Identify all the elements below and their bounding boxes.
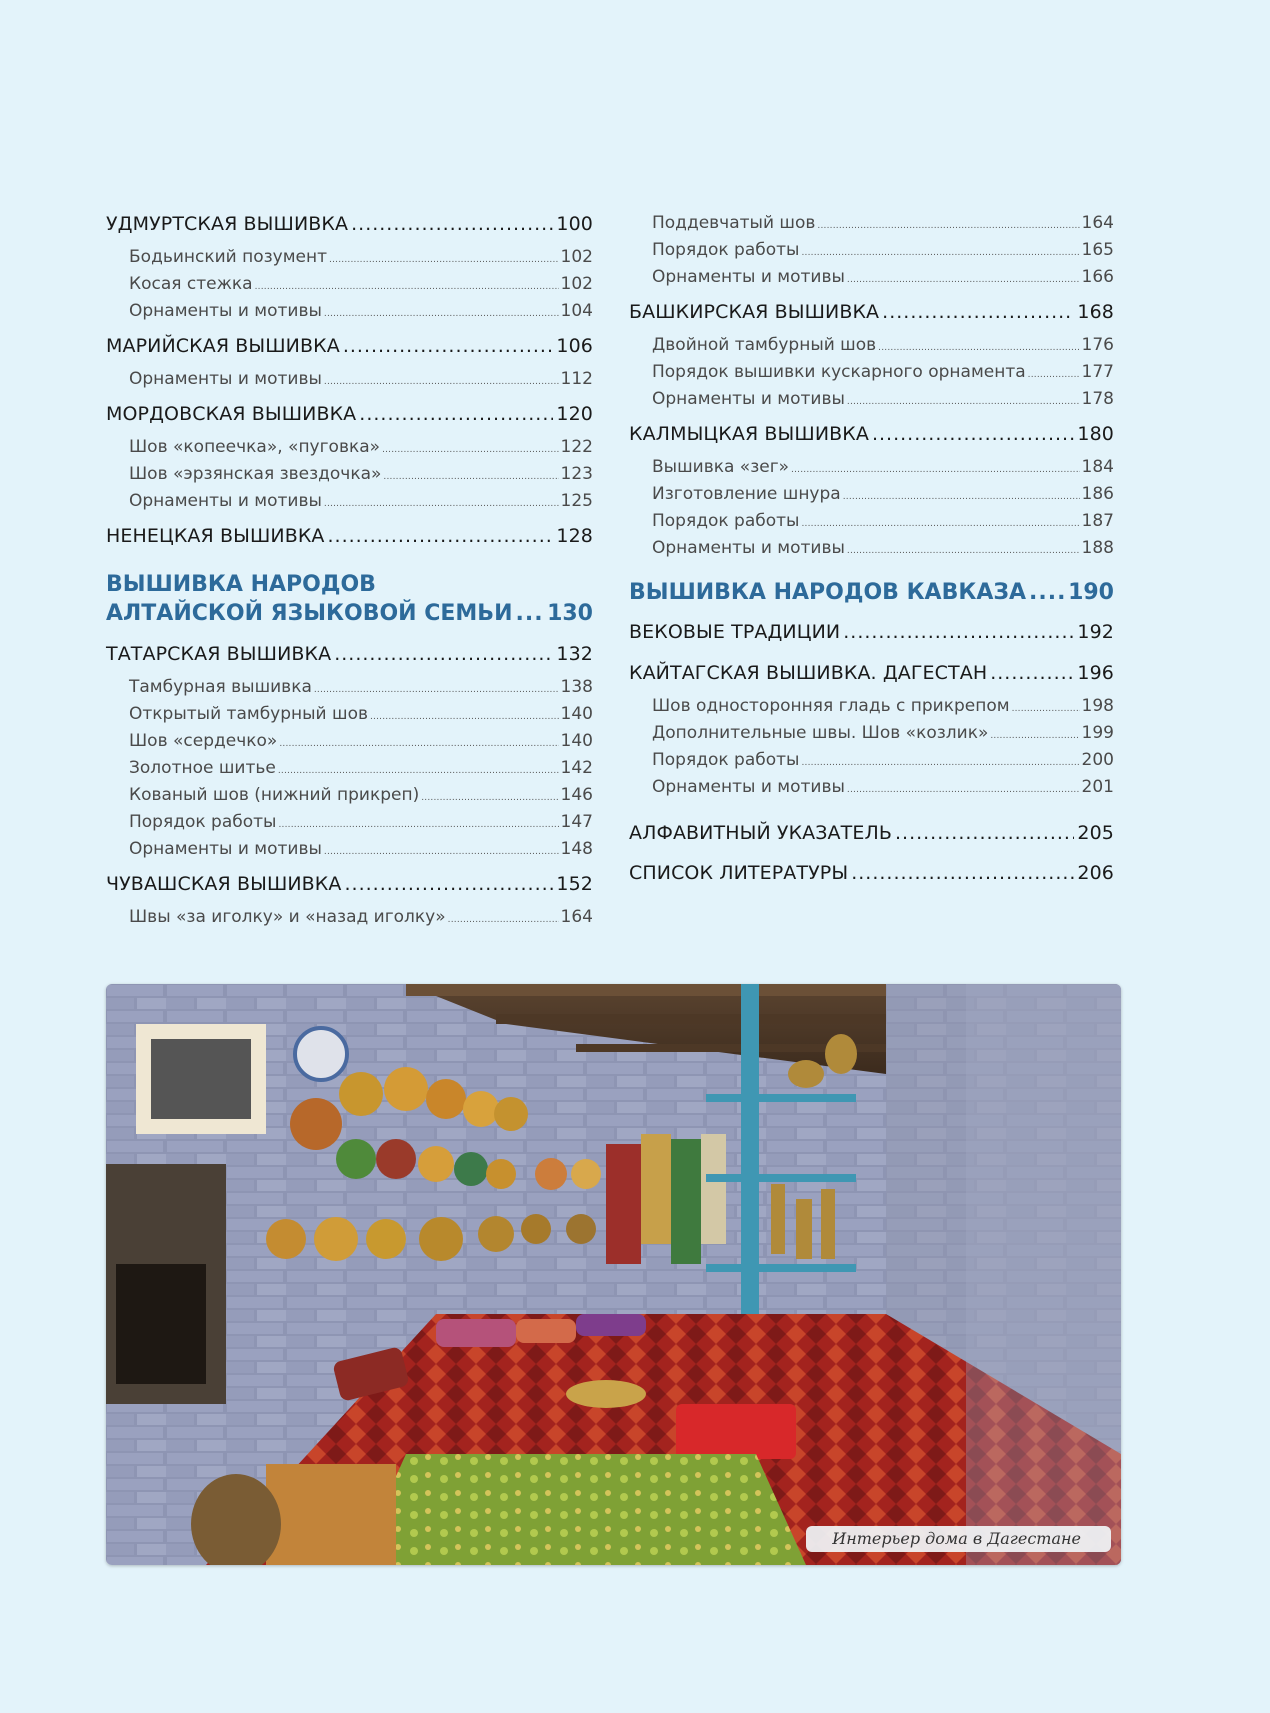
toc-subentry-title: Двойной тамбурный шов bbox=[652, 335, 877, 355]
toc-subentry[interactable] bbox=[106, 490, 593, 517]
toc-entry-page: 128 bbox=[556, 525, 593, 547]
toc-section-page: 190 bbox=[1068, 580, 1114, 605]
toc-subentry-title: Шов «копеечка», «пуговка» bbox=[129, 437, 381, 457]
toc-subentry[interactable] bbox=[106, 368, 593, 395]
toc-entry-page: 120 bbox=[556, 403, 593, 425]
toc-subentry-title: Порядок работы bbox=[652, 511, 800, 531]
toc-subentry-page: 165 bbox=[1081, 240, 1114, 260]
toc-entry-index[interactable] bbox=[629, 821, 1114, 855]
toc-subentry-title: Орнаменты и мотивы bbox=[652, 267, 845, 287]
toc-section-altai[interactable] bbox=[106, 570, 593, 628]
toc-entry-kaitag[interactable] bbox=[629, 661, 1114, 695]
toc-subentry-page: 188 bbox=[1081, 538, 1114, 558]
toc-subentry-title: Орнаменты и мотивы bbox=[129, 491, 322, 511]
toc-entry-page: 132 bbox=[556, 643, 593, 665]
toc-subentry-title: Вышивка «зег» bbox=[652, 457, 790, 477]
toc-subentry-page: 176 bbox=[1081, 335, 1114, 355]
toc-entry-page: 168 bbox=[1077, 301, 1114, 323]
toc-subentry[interactable] bbox=[106, 703, 593, 730]
toc-subentry-title: Шов односторонняя гладь с прикрепом bbox=[652, 696, 1010, 716]
toc-entry-title: КАЙТАГСКАЯ ВЫШИВКА. ДАГЕСТАН bbox=[629, 662, 988, 684]
toc-entry-title: АЛФАВИТНЫЙ УКАЗАТЕЛЬ bbox=[629, 822, 892, 844]
toc-subentry[interactable] bbox=[629, 334, 1114, 361]
interior-illustration bbox=[106, 984, 1121, 1565]
toc-subentry-title: Шов «эрзянская звездочка» bbox=[129, 464, 382, 484]
toc-subentry[interactable] bbox=[629, 695, 1114, 722]
toc-subentry-title: Порядок вышивки кускарного орнамента bbox=[652, 362, 1026, 382]
toc-subentry-page: 104 bbox=[560, 301, 593, 321]
toc-subentry-page: 198 bbox=[1081, 696, 1114, 716]
toc-subentry-page: 166 bbox=[1081, 267, 1114, 287]
toc-subentry-page: 122 bbox=[560, 437, 593, 457]
toc-subentry-page: 112 bbox=[560, 369, 593, 389]
toc-subentry[interactable] bbox=[106, 757, 593, 784]
toc-subentry-title: Швы «за иголку» и «назад иголку» bbox=[129, 907, 446, 927]
toc-subentry-page: 147 bbox=[560, 812, 593, 832]
toc-entry-mordovian[interactable] bbox=[106, 402, 593, 436]
toc-left-column bbox=[106, 212, 593, 933]
toc-subentry-page: 187 bbox=[1081, 511, 1114, 531]
toc-entry-title: МОРДОВСКАЯ ВЫШИВКА bbox=[106, 403, 357, 425]
toc-subentry-title: Порядок работы bbox=[652, 750, 800, 770]
toc-entry-traditions[interactable] bbox=[629, 620, 1114, 654]
toc-subentry-title: Орнаменты и мотивы bbox=[129, 301, 322, 321]
toc-subentry-page: 102 bbox=[560, 247, 593, 267]
toc-entry-title: МАРИЙСКАЯ ВЫШИВКА bbox=[106, 335, 340, 357]
toc-subentry-title: Орнаменты и мотивы bbox=[129, 839, 322, 859]
toc-subentry-page: 148 bbox=[560, 839, 593, 859]
toc-subentry-page: 142 bbox=[560, 758, 593, 778]
toc-subentry[interactable] bbox=[106, 300, 593, 327]
toc-entry-udmurt[interactable] bbox=[106, 212, 593, 246]
toc-subentry-page: 201 bbox=[1081, 777, 1114, 797]
toc-entry-title: ВЕКОВЫЕ ТРАДИЦИИ bbox=[629, 621, 841, 643]
toc-entry-title: ТАТАРСКАЯ ВЫШИВКА bbox=[106, 643, 332, 665]
toc-subentry-title: Поддевчатый шов bbox=[652, 213, 816, 233]
toc-subentry-title: Бодьинский позумент bbox=[129, 247, 328, 267]
toc-subentry[interactable] bbox=[629, 361, 1114, 388]
toc-subentry[interactable] bbox=[629, 239, 1114, 266]
toc-subentry-title: Тамбурная вышивка bbox=[129, 677, 312, 697]
toc-subentry-title: Порядок работы bbox=[652, 240, 800, 260]
toc-subentry-title: Шов «сердечко» bbox=[129, 731, 278, 751]
toc-subentry-title: Открытый тамбурный шов bbox=[129, 704, 368, 724]
toc-subentry[interactable] bbox=[106, 273, 593, 300]
toc-subentry-page: 178 bbox=[1081, 389, 1114, 409]
toc-entry-page: 180 bbox=[1077, 423, 1114, 445]
toc-entry-title: БАШКИРСКАЯ ВЫШИВКА bbox=[629, 301, 880, 323]
toc-subentry-title: Орнаменты и мотивы bbox=[652, 777, 845, 797]
toc-subentry-page: 123 bbox=[560, 464, 593, 484]
toc-subentry[interactable] bbox=[629, 483, 1114, 510]
toc-section-caucasus[interactable] bbox=[629, 578, 1114, 618]
toc-subentry-page: 186 bbox=[1081, 484, 1114, 504]
toc-entry-title: ЧУВАШСКАЯ ВЫШИВКА bbox=[106, 873, 342, 895]
toc-subentry-page: 200 bbox=[1081, 750, 1114, 770]
toc-subentry-title: Дополнительные швы. Шов «козлик» bbox=[652, 723, 989, 743]
interior-photo bbox=[106, 984, 1121, 1565]
toc-entry-page: 192 bbox=[1077, 621, 1114, 643]
toc-subentry-title: Орнаменты и мотивы bbox=[652, 538, 845, 558]
toc-subentry[interactable] bbox=[106, 838, 593, 865]
toc-entry-page: 196 bbox=[1077, 662, 1114, 684]
toc-entry-page: 206 bbox=[1077, 862, 1114, 884]
toc-subentry-title: Кованый шов (нижний прикреп) bbox=[129, 785, 420, 805]
toc-subentry-page: 164 bbox=[1081, 213, 1114, 233]
toc-subentry-title: Орнаменты и мотивы bbox=[652, 389, 845, 409]
toc-subentry-page: 138 bbox=[560, 677, 593, 697]
toc-entry-nenets[interactable] bbox=[106, 524, 593, 558]
toc-right-column bbox=[629, 212, 1114, 895]
toc-subentry[interactable] bbox=[629, 510, 1114, 537]
toc-subentry-page: 164 bbox=[560, 907, 593, 927]
toc-subentry[interactable] bbox=[629, 456, 1114, 483]
toc-entry-title: КАЛМЫЦКАЯ ВЫШИВКА bbox=[629, 423, 869, 445]
toc-entry-bashkir[interactable] bbox=[629, 300, 1114, 334]
toc-entry-page: 100 bbox=[556, 213, 593, 235]
toc-section-page: 130 bbox=[547, 601, 593, 626]
toc-entry-mari[interactable] bbox=[106, 334, 593, 368]
toc-section-title-line2: АЛТАЙСКОЙ ЯЗЫКОВОЙ СЕМЬИ bbox=[106, 601, 513, 626]
toc-subentry-page: 140 bbox=[560, 704, 593, 724]
toc-entry-title: УДМУРТСКАЯ ВЫШИВКА bbox=[106, 213, 349, 235]
toc-subentry[interactable] bbox=[106, 906, 593, 933]
toc-subentry-title: Золотное шитье bbox=[129, 758, 276, 778]
photo-caption: Интерьер дома в Дагестане bbox=[806, 1526, 1111, 1552]
toc-subentry-page: 177 bbox=[1081, 362, 1114, 382]
toc-section-title-line1: ВЫШИВКА НАРОДОВ bbox=[106, 572, 376, 597]
toc-subentry[interactable] bbox=[106, 730, 593, 757]
toc-entry-page: 205 bbox=[1077, 822, 1114, 844]
toc-entry-page: 152 bbox=[556, 873, 593, 895]
toc-subentry-title: Косая стежка bbox=[129, 274, 253, 294]
toc-subentry-page: 146 bbox=[560, 785, 593, 805]
toc-subentry[interactable] bbox=[629, 537, 1114, 564]
toc-subentry[interactable] bbox=[106, 246, 593, 273]
toc-subentry-title: Изготовление шнура bbox=[652, 484, 841, 504]
toc-subentry[interactable] bbox=[629, 266, 1114, 293]
toc-entry-tatar[interactable] bbox=[106, 642, 593, 676]
toc-subentry[interactable] bbox=[106, 811, 593, 838]
toc-subentry-title: Порядок работы bbox=[129, 812, 277, 832]
toc-subentry-page: 125 bbox=[560, 491, 593, 511]
toc-subentry-title: Орнаменты и мотивы bbox=[129, 369, 322, 389]
toc-subentry[interactable] bbox=[106, 784, 593, 811]
toc-subentry[interactable] bbox=[106, 436, 593, 463]
toc-subentry[interactable] bbox=[629, 749, 1114, 776]
toc-subentry[interactable] bbox=[629, 388, 1114, 415]
toc-entry-page: 106 bbox=[556, 335, 593, 357]
toc-entry-chuvash[interactable] bbox=[106, 872, 593, 906]
toc-subentry[interactable] bbox=[106, 676, 593, 703]
toc-subentry-page: 184 bbox=[1081, 457, 1114, 477]
toc-entry-title: НЕНЕЦКАЯ ВЫШИВКА bbox=[106, 525, 325, 547]
toc-entry-title: СПИСОК ЛИТЕРАТУРЫ bbox=[629, 862, 849, 884]
toc-subentry[interactable] bbox=[629, 776, 1114, 803]
toc-entry-literature[interactable] bbox=[629, 861, 1114, 895]
toc-subentry-page: 102 bbox=[560, 274, 593, 294]
toc-section-title: ВЫШИВКА НАРОДОВ КАВКАЗА bbox=[629, 580, 1027, 605]
toc-subentry[interactable] bbox=[629, 722, 1114, 749]
toc-subentry[interactable] bbox=[629, 212, 1114, 239]
toc-subentry-page: 140 bbox=[560, 731, 593, 751]
toc-subentry-page: 199 bbox=[1081, 723, 1114, 743]
toc-entry-kalmyk[interactable] bbox=[629, 422, 1114, 456]
toc-subentry[interactable] bbox=[106, 463, 593, 490]
